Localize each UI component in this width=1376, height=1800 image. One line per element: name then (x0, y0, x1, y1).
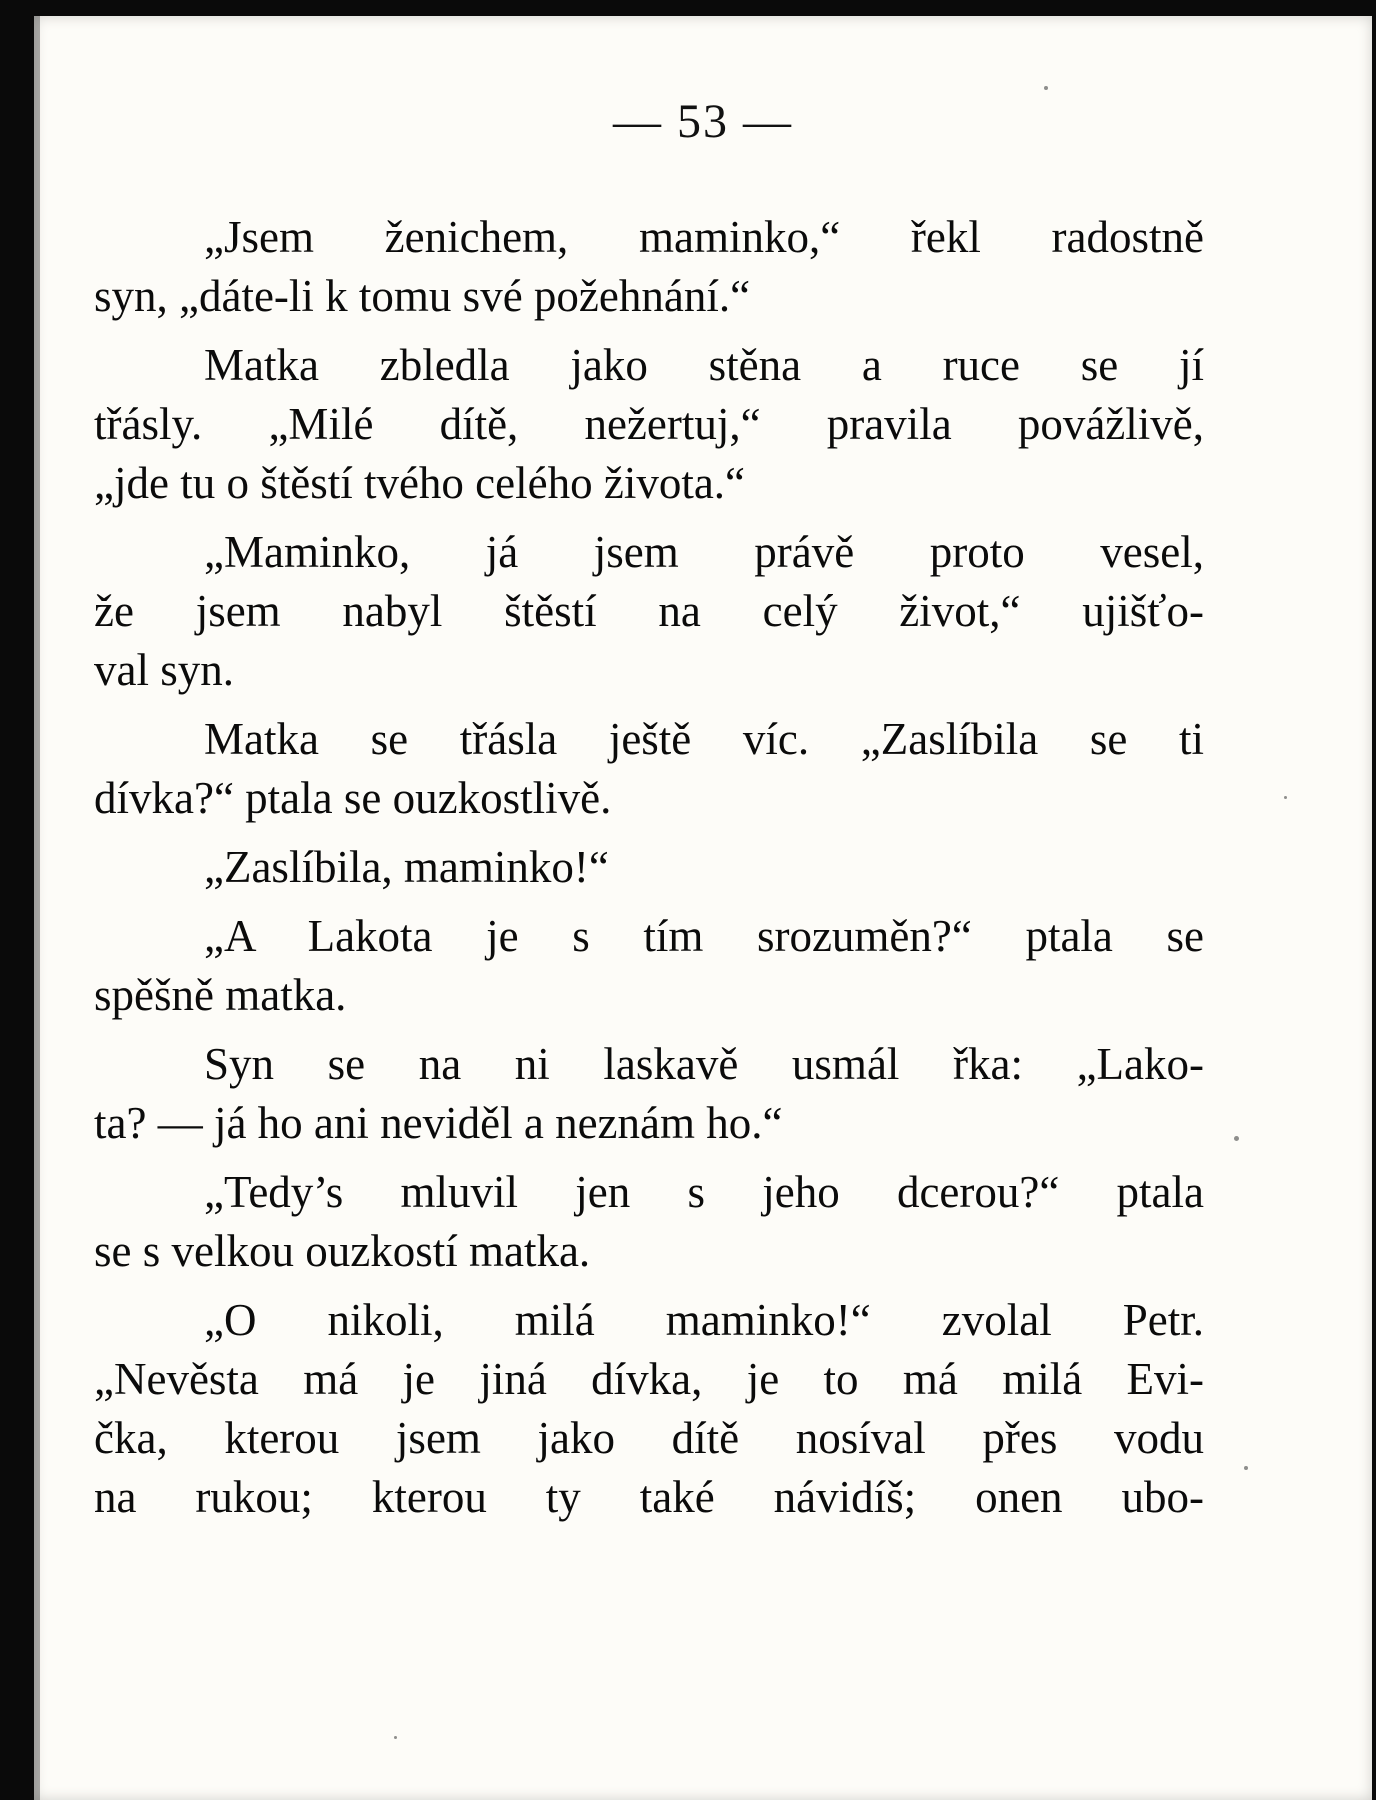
text-line: spěšně matka. (94, 970, 347, 1020)
text-line: „O nikoli, milá maminko!“ zvolal Petr. (204, 1295, 1204, 1345)
text-line: dívka?“ ptala se ouzkostlivě. (94, 773, 612, 823)
paper-speck (1244, 1466, 1248, 1470)
text-line: třásly. „Milé dítě, nežertuj,“ pravila povážlivě, (94, 399, 1204, 449)
paragraph (94, 710, 1204, 828)
paragraph-gap (94, 1281, 1204, 1291)
paragraph (94, 1291, 1204, 1527)
paragraph (94, 1035, 1204, 1153)
paragraph-gap (94, 326, 1204, 336)
text-line: „Maminko, já jsem právě proto vesel, (204, 527, 1204, 577)
paragraph (94, 907, 1204, 1025)
text-line: „jde tu o štěstí tvého celého života.“ (94, 458, 746, 508)
paragraph (94, 523, 1204, 700)
paragraph (94, 336, 1204, 513)
paragraph-gap (94, 1153, 1204, 1163)
body-text (94, 208, 1204, 1527)
paragraph-gap (94, 828, 1204, 838)
text-line: se s velkou ouzkostí matka. (94, 1226, 591, 1276)
paper-speck (1044, 86, 1048, 90)
text-line: „Tedy’s mluvil jen s jeho dcerou?“ ptala (204, 1167, 1204, 1217)
text-line: čka, kterou jsem jako dítě nosíval přes vodu (94, 1413, 1204, 1463)
text-line: val syn. (94, 645, 234, 695)
text-line: „Jsem ženichem, maminko,“ řekl radostně (204, 212, 1204, 262)
paragraph (94, 838, 1204, 897)
text-line: „Nevěsta má je jiná dívka, je to má milá Evi- (94, 1354, 1204, 1404)
paragraph-gap (94, 513, 1204, 523)
text-line: Matka se třásla ještě víc. „Zaslíbila se ti (204, 714, 1204, 764)
text-line: ta? — já ho ani neviděl a neznám ho.“ (94, 1098, 783, 1148)
book-page (34, 16, 1372, 1800)
text-line: na rukou; kterou ty také návidíš; onen ubo- (94, 1472, 1204, 1522)
text-line: syn, „dáte-li k tomu své požehnání.“ (94, 271, 751, 321)
paragraph (94, 208, 1204, 326)
paragraph-gap (94, 897, 1204, 907)
text-line: že jsem nabyl štěstí na celý život,“ ujišťo- (94, 586, 1204, 636)
paragraph-gap (94, 1025, 1204, 1035)
text-line: „A Lakota je s tím srozuměn?“ ptala se (204, 911, 1204, 961)
paragraph-gap (94, 700, 1204, 710)
paper-speck (1234, 1136, 1239, 1141)
paper-speck (1284, 796, 1287, 799)
text-line: Syn se na ni laskavě usmál řka: „Lako- (204, 1039, 1204, 1089)
page-edge-shadow (34, 16, 40, 1800)
text-line: „Zaslíbila, maminko!“ (204, 842, 609, 892)
page-number: — 53 — (613, 95, 793, 148)
paper-speck (394, 1736, 397, 1739)
paragraph (94, 1163, 1204, 1281)
text-line: Matka zbledla jako stěna a ruce se jí (204, 340, 1204, 390)
